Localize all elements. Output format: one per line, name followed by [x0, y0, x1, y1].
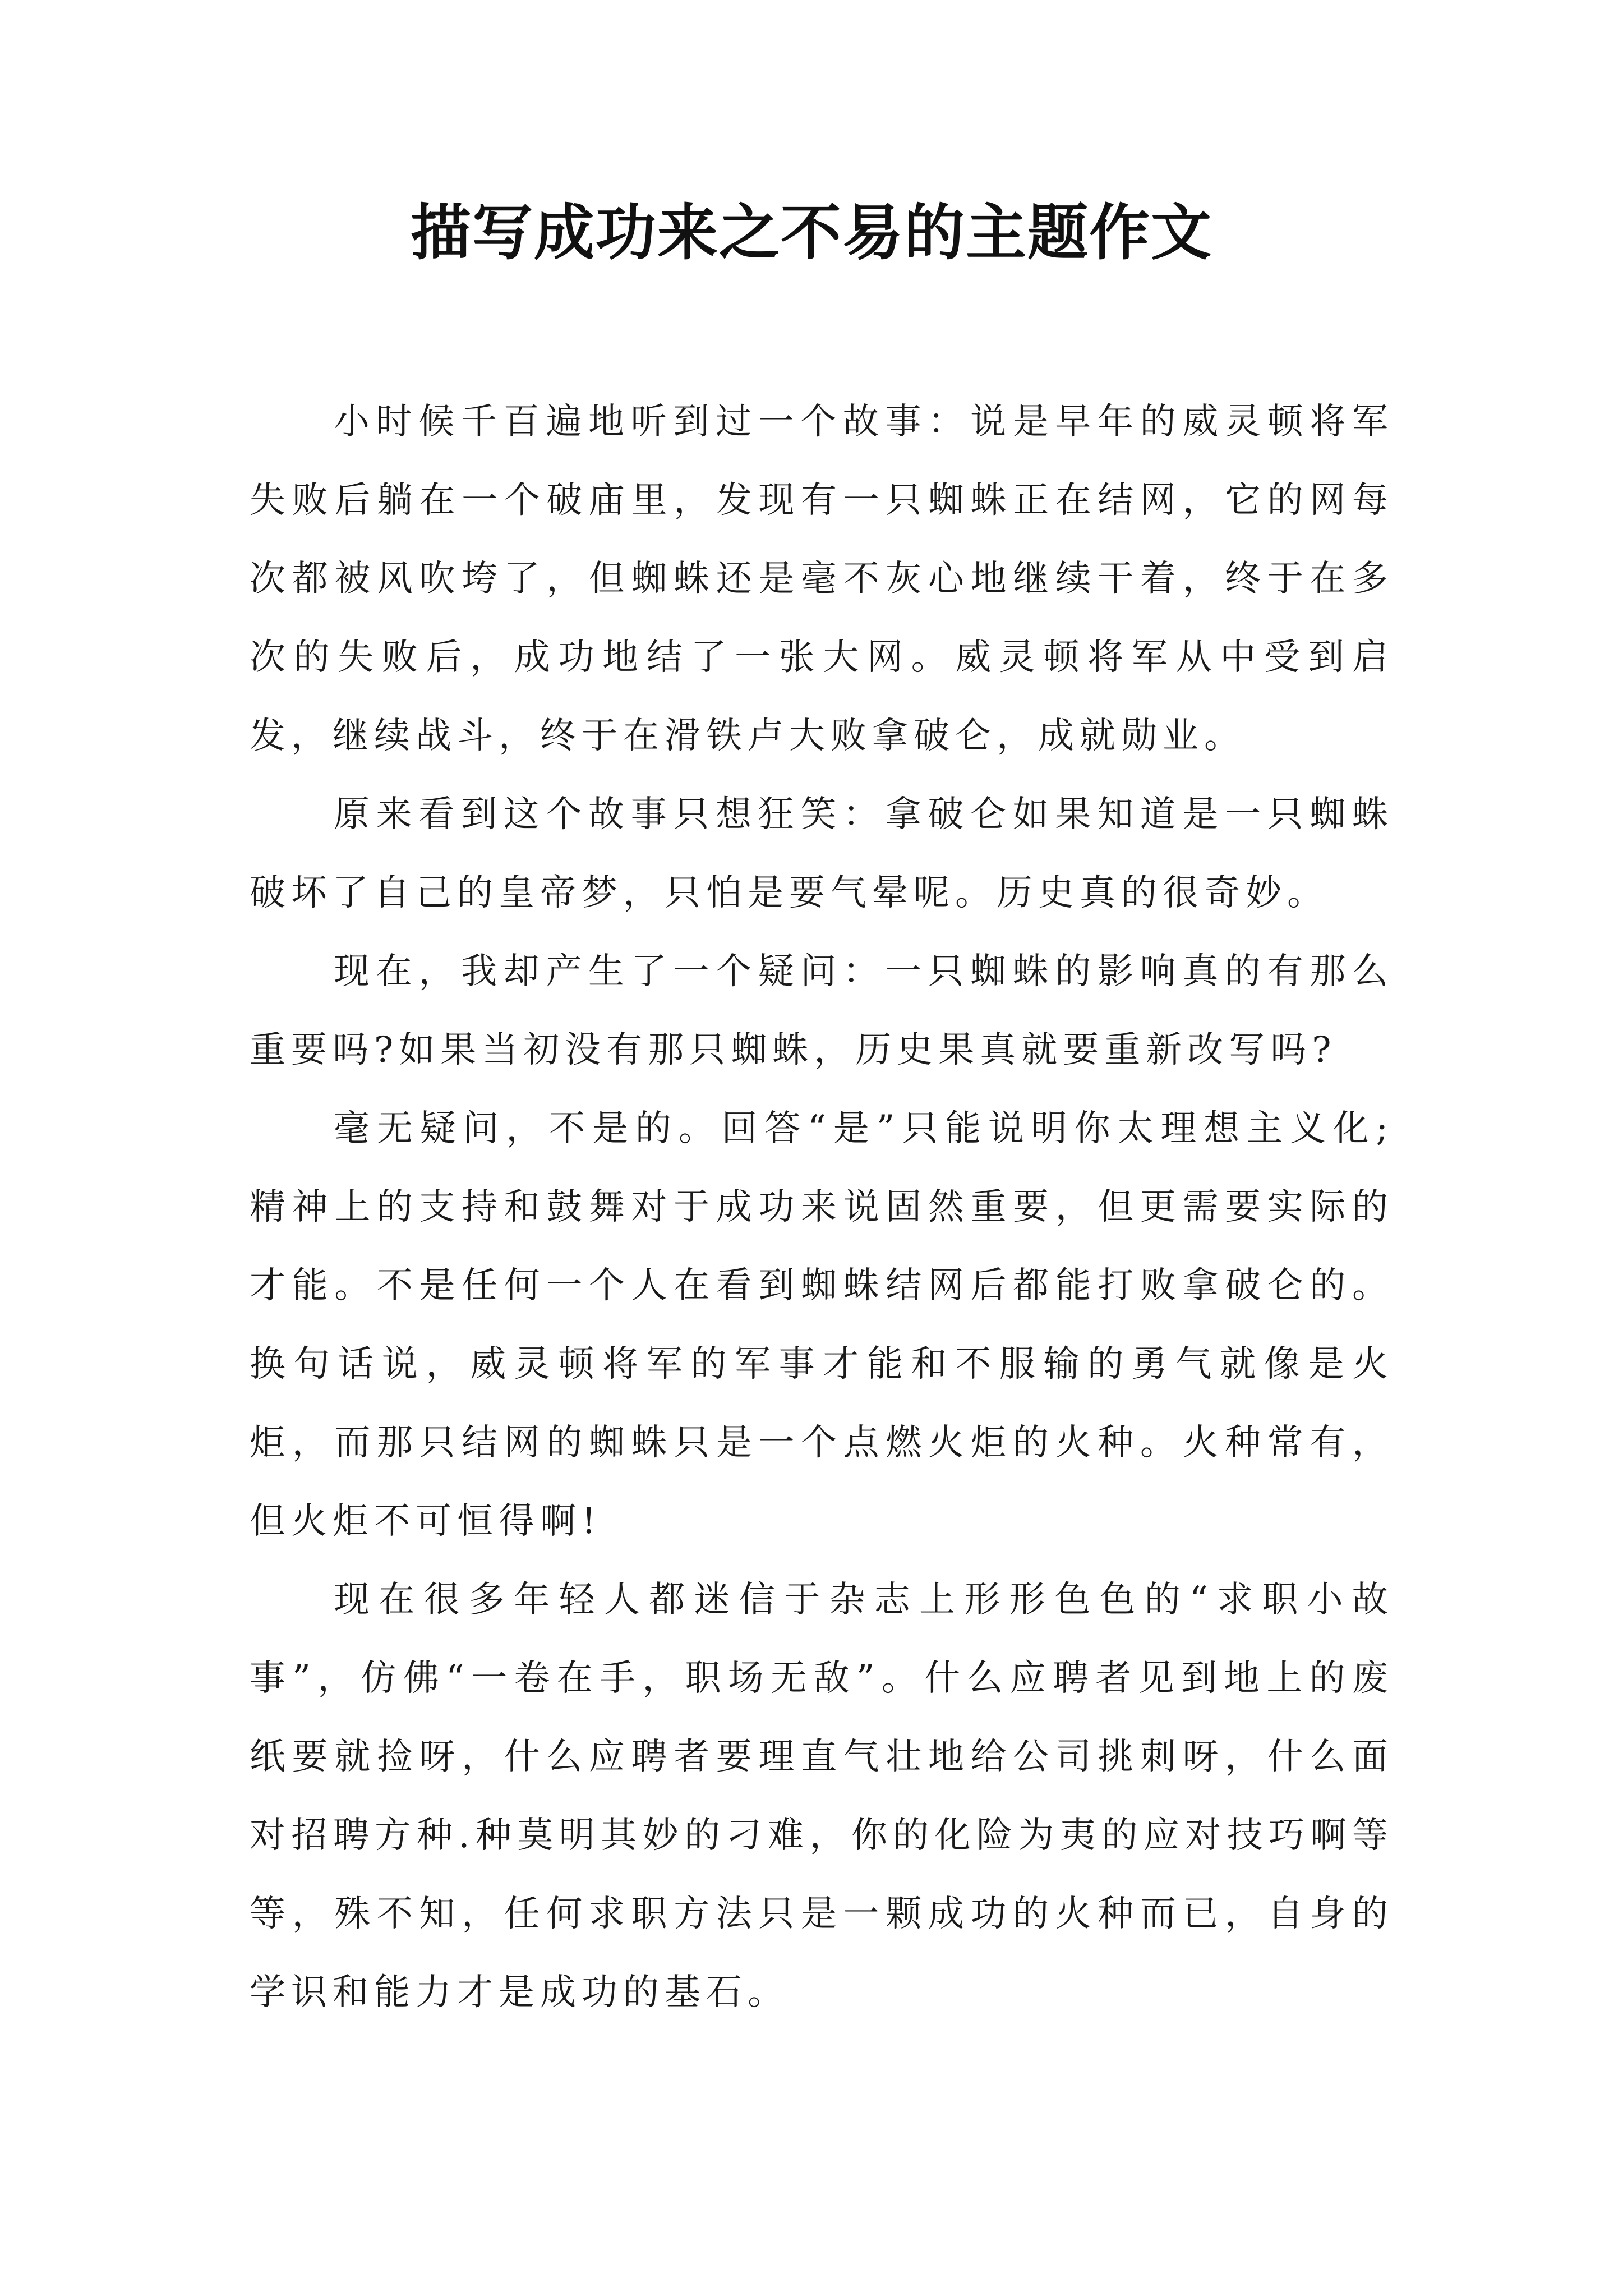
paragraph: 原来看到这个故事只想狂笑：拿破仑如果知道是一只蜘蛛破坏了自己的皇帝梦，只怕是要气晕呢。历史真的很奇妙。: [250, 794, 1394, 914]
document-title: 描写成功来之不易的主题作文: [410, 197, 1212, 268]
document-body: [250, 383, 1394, 2032]
paragraph: 小时候千百遍地听到过一个故事：说是早年的威灵顿将军失败后躺在一个破庙里，发现有一只蜘蛛正在结网，它的网每次都被风吹垮了，但蜘蛛还是毫不灰心地继续干着，终于在多次的失败后，成功地结了一张大网。威灵顿将军从中受到启发，继续战斗，终于在滑铁卢大败拿破仑，成就勋业。: [250, 401, 1394, 757]
paragraph: 现在很多年轻人都迷信于杂志上形形色色的“求职小故事”，仿佛“一卷在手，职场无敌”。什么应聘者见到地上的废纸要就捡呀，什么应聘者要理直气壮地给公司挑刺呀，什么面对招聘方种.种莫明其妙的刁难，你的化险为夷的应对技巧啊等等，殊不知，任何求职方法只是一颗成功的火种而已，自身的学识和能力才是成功的基石。: [250, 1579, 1394, 2013]
paragraph: 毫无疑问，不是的。回答“是”只能说明你太理想主义化;精神上的支持和鼓舞对于成功来说固然重要，但更需要实际的才能。不是任何一个人在看到蜘蛛结网后都能打败拿破仑的。换句话说，威灵顿将军的军事才能和不服输的勇气就像是火炬，而那只结网的蜘蛛只是一个点燃火炬的火种。火种常有，但火炬不可恒得啊!: [250, 1108, 1394, 1542]
paragraph: 现在，我却产生了一个疑问：一只蜘蛛的影响真的有那么重要吗?如果当初没有那只蜘蛛，历史果真就要重新改写吗?: [250, 951, 1394, 1071]
